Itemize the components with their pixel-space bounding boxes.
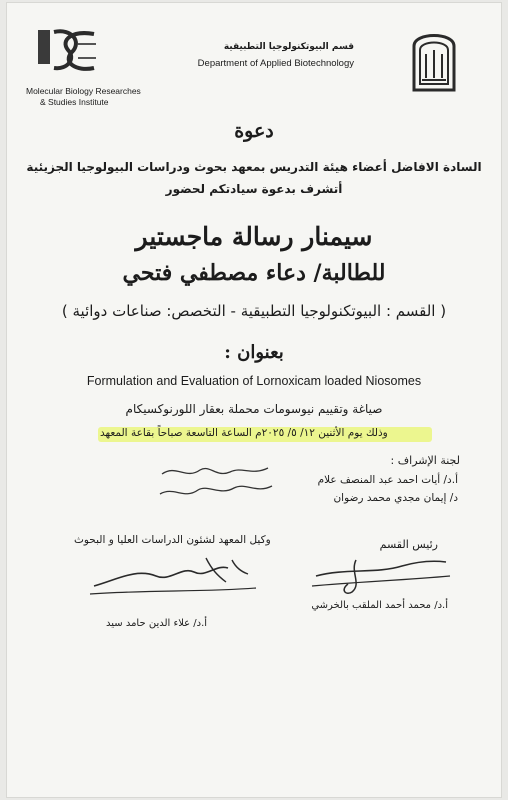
invitation-heading: دعوة	[234, 120, 274, 142]
institute-name-en-1: Molecular Biology Researches	[26, 86, 141, 96]
honored-line: أتشرف بدعوة سيادتكم لحضور	[165, 182, 343, 196]
department-head-title: رئيس القسم	[379, 538, 438, 551]
vice-dean-name: أ.د/ علاء الدين حامد سيد	[106, 618, 208, 629]
committee-member-2: د/ إيمان مجدي محمد رضوان	[333, 492, 458, 504]
thesis-title-ar: صياغة وتقييم نيوسومات محملة بعقار اللورنوكسيكام	[125, 402, 383, 416]
student-name: للطالبة/ دعاء مصطفي فتحي	[122, 260, 386, 286]
university-logo	[408, 24, 460, 94]
department-specialization: ( القسم : البيوتكنولوجيا التطبيقية - التخصص: صناعات دوائية )	[61, 302, 447, 320]
vice-dean-title: وكيل المعهد لشئون الدراسات العليا و البحوث	[74, 534, 271, 546]
department-name-en: Department of Applied Biotechnology	[197, 58, 354, 69]
vice-dean-signature	[86, 546, 261, 606]
committee-member-1: أ.د/ أيات احمد عبد المنصف علام	[317, 474, 458, 486]
institute-logo	[32, 24, 102, 79]
title-label: بعنوان :	[224, 342, 284, 363]
department-head-signature	[306, 550, 456, 600]
department-head-name: أ.د/ محمد أحمد الملقب بالخرشي	[311, 600, 448, 611]
date-time-line: وذلك يوم الأثنين ١٢/ ٥/ ٢٠٢٥م الساعة التاسعة صباحاً بقاعة المعهد	[100, 427, 388, 439]
thesis-title-en: Formulation and Evaluation of Lornoxicam loaded Niosomes	[86, 374, 422, 388]
invitation-document	[6, 2, 502, 798]
committee-signatures	[156, 460, 276, 504]
department-name-ar: قسم البيوتكنولوجيا التطبيقية	[223, 42, 354, 52]
institute-name-en-2: & Studies Institute	[40, 97, 109, 107]
seminar-title: سيمنار رسالة ماجستير	[135, 222, 373, 251]
committee-title: لجنة الإشراف :	[390, 454, 460, 467]
addressee-line: السادة الافاضل أعضاء هيئة التدريس بمعهد بحوث ودراسات البيولوجيا الجزيئية	[26, 160, 482, 174]
